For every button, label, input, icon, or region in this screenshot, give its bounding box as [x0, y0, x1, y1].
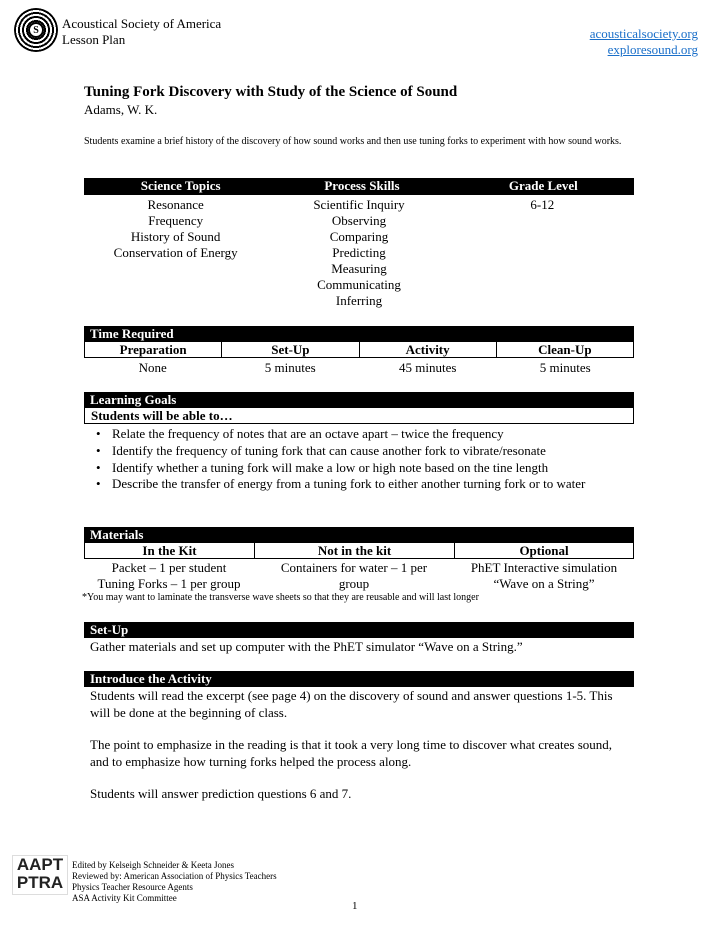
process-skill: Comparing — [329, 229, 389, 244]
process-skill: Inferring — [335, 293, 383, 308]
link-acousticalsociety[interactable]: acousticalsociety.org — [589, 26, 698, 41]
goals-subheading: Students will be able to… — [84, 408, 634, 424]
science-topic: Conservation of Energy — [113, 245, 238, 260]
intro-heading: Introduce the Activity — [84, 671, 634, 687]
footer-line: ASA Activity Kit Committee — [72, 893, 177, 903]
time-header: Preparation — [85, 342, 222, 357]
topics-table — [84, 178, 634, 309]
goal-item: • Relate the frequency of notes that are an octave apart – twice the frequency — [112, 426, 614, 443]
footer-line: Reviewed by: American Association of Physics Teachers — [72, 871, 277, 881]
kit-item: Packet – 1 per student — [111, 560, 227, 575]
page-title: Tuning Fork Discovery with Study of the Science of Sound — [84, 84, 458, 100]
process-skill: Communicating — [317, 277, 401, 292]
goal-item: • Identify whether a tuning fork will make a low or high note based on the tine length — [112, 460, 614, 477]
time-value: None — [138, 360, 167, 375]
th-in-kit: In the Kit — [85, 543, 255, 558]
th-grade-level: Grade Level — [508, 178, 578, 193]
grade-level-column — [451, 197, 634, 309]
process-skill: Observing — [331, 213, 387, 228]
intro-paragraph: Students will read the excerpt (see page 4) on the discovery of sound and answer questions 1-5. This will be done at the beginning of class. — [90, 688, 613, 720]
time-header: Clean-Up — [538, 342, 592, 357]
asa-logo: S — [14, 8, 58, 52]
setup-section — [84, 622, 634, 656]
materials-heading: Materials — [84, 527, 634, 543]
time-heading: Time Required — [84, 326, 634, 342]
th-process-skills: Process Skills — [324, 178, 400, 193]
org-name: Acoustical Society of America — [62, 16, 222, 31]
footer-line: Physics Teacher Resource Agents — [72, 882, 193, 892]
goal-item: • Describe the transfer of energy from a tuning fork to either another turning fork or to water — [112, 476, 614, 493]
summary: Students examine a brief history of the discovery of how sound works and then use tuning forks to experiment with how sound works. — [84, 136, 622, 147]
time-section — [84, 326, 634, 376]
science-topic-column — [84, 197, 267, 309]
th-optional: Optional — [519, 543, 569, 558]
author: Adams, W. K. — [84, 102, 158, 117]
time-value: 5 minutes — [264, 360, 316, 375]
materials-section — [84, 527, 634, 603]
materials-note: *You may want to laminate the transverse wave sheets so that they are reusable and will last longer — [82, 592, 479, 603]
not-in-kit-item: Containers for water – 1 per group — [280, 560, 428, 591]
aapt-ptra-logo: AAPT PTRA — [12, 855, 68, 895]
intro-paragraph: The point to emphasize in the reading is that it took a very long time to discover what creates sound, and to emphasize how turning forks helped the process along. — [90, 737, 613, 769]
header-org — [62, 16, 221, 48]
goal-item: • Identify the frequency of tuning fork that can cause another fork to vibrate/resonate — [112, 443, 614, 460]
science-topic: Frequency — [148, 213, 204, 228]
process-skill: Measuring — [331, 261, 387, 276]
time-header: Set-Up — [222, 342, 359, 357]
science-topic: Resonance — [147, 197, 204, 212]
goals-section — [84, 392, 634, 493]
process-skill-column — [267, 197, 450, 309]
intro-section — [84, 671, 634, 803]
th-not-in-kit: Not in the kit — [255, 543, 455, 558]
th-science-topics: Science Topics — [140, 178, 221, 193]
process-skill: Predicting — [332, 245, 386, 260]
kit-item: Tuning Forks – 1 per group — [97, 576, 241, 591]
process-skill: Scientific Inquiry — [313, 197, 405, 212]
grade-level: 6-12 — [530, 197, 555, 212]
time-value: 5 minutes — [539, 360, 591, 375]
page-number: 1 — [352, 900, 358, 912]
setup-text: Gather materials and set up computer with the PhET simulator “Wave on a String.” — [90, 639, 523, 654]
time-header: Activity — [360, 342, 497, 357]
link-exploresound[interactable]: exploresound.org — [607, 42, 698, 57]
intro-paragraph: Students will answer prediction questions 6 and 7. — [90, 786, 352, 801]
setup-heading: Set-Up — [84, 622, 634, 638]
footer-credits — [72, 860, 277, 904]
footer-line: Edited by Kelseigh Schneider & Keeta Jones — [72, 860, 234, 870]
goals-heading: Learning Goals — [84, 392, 634, 408]
time-value: 45 minutes — [399, 360, 457, 375]
header-links — [590, 26, 698, 58]
science-topic: History of Sound — [130, 229, 221, 244]
optional-item: PhET Interactive simulation “Wave on a String” — [470, 560, 618, 591]
doc-type: Lesson Plan — [62, 32, 126, 47]
